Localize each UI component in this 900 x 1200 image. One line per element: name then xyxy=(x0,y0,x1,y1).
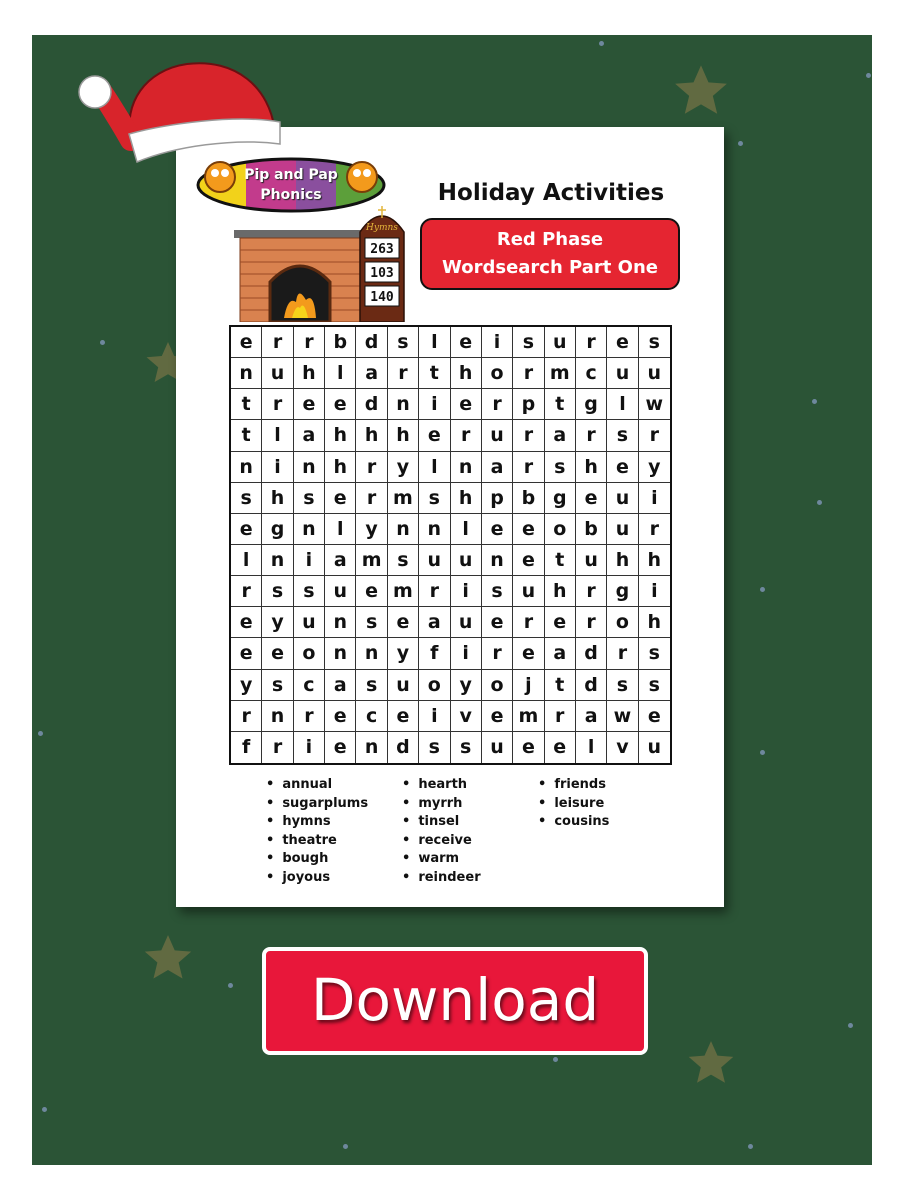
grid-cell: l xyxy=(451,514,482,545)
grid-cell: s xyxy=(513,327,544,358)
grid-cell: i xyxy=(419,389,450,420)
grid-cell: e xyxy=(513,638,544,669)
word-list-item: • tinsel xyxy=(402,813,481,832)
grid-cell: o xyxy=(419,670,450,701)
download-button[interactable]: Download xyxy=(262,947,648,1055)
grid-cell: r xyxy=(294,327,325,358)
hymn-number: 140 xyxy=(370,290,394,305)
grid-cell: e xyxy=(482,701,513,732)
word-list-item: • myrrh xyxy=(402,795,481,814)
grid-cell: n xyxy=(356,732,387,763)
grid-cell: r xyxy=(356,483,387,514)
phase-banner xyxy=(420,218,680,290)
snow-dot xyxy=(760,750,765,755)
grid-cell: u xyxy=(482,420,513,451)
snow-dot xyxy=(760,587,765,592)
grid-cell: n xyxy=(419,514,450,545)
word-list-item: • leisure xyxy=(538,795,609,814)
grid-cell: u xyxy=(607,514,638,545)
grid-cell: y xyxy=(356,514,387,545)
grid-cell: h xyxy=(294,358,325,389)
hymn-number: 103 xyxy=(370,266,394,281)
grid-cell: r xyxy=(576,576,607,607)
grid-cell: e xyxy=(231,327,262,358)
grid-cell: b xyxy=(513,483,544,514)
grid-cell: o xyxy=(482,358,513,389)
grid-cell: r xyxy=(482,638,513,669)
grid-cell: o xyxy=(482,670,513,701)
grid-cell: e xyxy=(451,327,482,358)
grid-cell: r xyxy=(513,607,544,638)
grid-cell: u xyxy=(419,545,450,576)
grid-cell: r xyxy=(607,638,638,669)
grid-cell: u xyxy=(513,576,544,607)
grid-cell: e xyxy=(325,732,356,763)
grid-cell: p xyxy=(513,389,544,420)
grid-cell: t xyxy=(545,545,576,576)
grid-cell: u xyxy=(576,545,607,576)
grid-cell: a xyxy=(325,670,356,701)
grid-cell: g xyxy=(545,483,576,514)
grid-cell: s xyxy=(294,576,325,607)
grid-cell: s xyxy=(607,670,638,701)
grid-cell: i xyxy=(482,327,513,358)
grid-cell: e xyxy=(482,607,513,638)
grid-cell: n xyxy=(388,389,419,420)
grid-cell: u xyxy=(607,483,638,514)
grid-cell: l xyxy=(607,389,638,420)
grid-cell: l xyxy=(231,545,262,576)
snow-dot xyxy=(343,1144,348,1149)
word-list-item: • bough xyxy=(266,850,368,869)
grid-cell: r xyxy=(262,732,293,763)
grid-cell: h xyxy=(607,545,638,576)
star-icon xyxy=(672,63,730,121)
grid-cell: n xyxy=(294,452,325,483)
grid-cell: d xyxy=(356,327,387,358)
grid-cell: t xyxy=(231,389,262,420)
grid-cell: u xyxy=(545,327,576,358)
snow-dot xyxy=(748,1144,753,1149)
grid-cell: y xyxy=(451,670,482,701)
grid-cell: u xyxy=(451,545,482,576)
grid-cell: e xyxy=(325,389,356,420)
snow-dot xyxy=(817,500,822,505)
grid-cell: e xyxy=(545,607,576,638)
page-title: Holiday Activities xyxy=(437,180,665,206)
grid-cell: n xyxy=(388,514,419,545)
grid-cell: r xyxy=(639,514,670,545)
grid-cell: r xyxy=(576,607,607,638)
grid-cell: u xyxy=(325,576,356,607)
grid-cell: e xyxy=(639,701,670,732)
snow-dot xyxy=(38,731,43,736)
grid-cell: g xyxy=(576,389,607,420)
grid-cell: n xyxy=(262,701,293,732)
grid-cell: c xyxy=(294,670,325,701)
grid-cell: e xyxy=(451,389,482,420)
grid-cell: e xyxy=(513,732,544,763)
grid-cell: e xyxy=(356,576,387,607)
grid-cell: s xyxy=(294,483,325,514)
grid-cell: i xyxy=(294,732,325,763)
grid-cell: a xyxy=(356,358,387,389)
grid-cell: t xyxy=(545,670,576,701)
grid-cell: r xyxy=(231,576,262,607)
word-list-item: • friends xyxy=(538,776,609,795)
grid-cell: y xyxy=(388,452,419,483)
grid-cell: i xyxy=(419,701,450,732)
grid-cell: n xyxy=(451,452,482,483)
grid-cell: e xyxy=(231,514,262,545)
word-list-column-2 xyxy=(402,776,481,887)
logo-line-2: Phonics xyxy=(260,187,322,203)
fireplace-illustration xyxy=(234,200,416,322)
snow-dot xyxy=(553,1057,558,1062)
grid-cell: t xyxy=(545,389,576,420)
wordsearch-grid xyxy=(229,325,672,765)
word-list-item: • cousins xyxy=(538,813,609,832)
grid-cell: p xyxy=(482,483,513,514)
grid-cell: m xyxy=(513,701,544,732)
word-list-item: • annual xyxy=(266,776,368,795)
grid-cell: n xyxy=(325,607,356,638)
snow-dot xyxy=(866,73,871,78)
grid-cell: s xyxy=(607,420,638,451)
grid-cell: i xyxy=(639,576,670,607)
grid-cell: r xyxy=(262,327,293,358)
grid-cell: j xyxy=(513,670,544,701)
grid-cell: r xyxy=(576,420,607,451)
grid-cell: m xyxy=(545,358,576,389)
grid-cell: a xyxy=(419,607,450,638)
word-list-item: • receive xyxy=(402,832,481,851)
grid-cell: s xyxy=(482,576,513,607)
grid-cell: n xyxy=(356,638,387,669)
grid-cell: r xyxy=(356,452,387,483)
grid-cell: v xyxy=(607,732,638,763)
grid-cell: f xyxy=(231,732,262,763)
grid-cell: w xyxy=(607,701,638,732)
grid-cell: i xyxy=(262,452,293,483)
word-list-item: • hymns xyxy=(266,813,368,832)
grid-cell: g xyxy=(262,514,293,545)
grid-cell: b xyxy=(576,514,607,545)
grid-cell: i xyxy=(451,638,482,669)
grid-cell: u xyxy=(451,607,482,638)
grid-cell: y xyxy=(262,607,293,638)
grid-cell: r xyxy=(576,327,607,358)
grid-cell: h xyxy=(325,452,356,483)
grid-cell: i xyxy=(639,483,670,514)
grid-cell: y xyxy=(388,638,419,669)
grid-cell: f xyxy=(419,638,450,669)
grid-cell: r xyxy=(231,701,262,732)
hymn-number: 263 xyxy=(370,242,394,257)
grid-cell: a xyxy=(482,452,513,483)
grid-cell: e xyxy=(262,638,293,669)
grid-cell: d xyxy=(576,638,607,669)
grid-cell: l xyxy=(419,327,450,358)
grid-cell: s xyxy=(356,607,387,638)
grid-cell: u xyxy=(388,670,419,701)
logo-line-1: Pip and Pap xyxy=(244,167,338,183)
grid-cell: l xyxy=(576,732,607,763)
grid-cell: o xyxy=(607,607,638,638)
grid-cell: e xyxy=(513,514,544,545)
snow-dot xyxy=(738,141,743,146)
grid-cell: t xyxy=(231,420,262,451)
phase-line-2: Wordsearch Part One xyxy=(442,257,658,278)
grid-cell: u xyxy=(262,358,293,389)
grid-cell: s xyxy=(262,670,293,701)
grid-cell: h xyxy=(356,420,387,451)
phase-line-1: Red Phase xyxy=(496,229,604,250)
grid-cell: s xyxy=(388,327,419,358)
grid-cell: a xyxy=(294,420,325,451)
grid-cell: d xyxy=(356,389,387,420)
grid-cell: s xyxy=(419,732,450,763)
grid-cell: n xyxy=(325,638,356,669)
grid-cell: l xyxy=(262,420,293,451)
snow-dot xyxy=(812,399,817,404)
grid-cell: l xyxy=(419,452,450,483)
star-icon xyxy=(142,933,194,985)
word-list-item: • warm xyxy=(402,850,481,869)
grid-cell: h xyxy=(545,576,576,607)
grid-cell: c xyxy=(576,358,607,389)
star-icon xyxy=(686,1039,736,1089)
grid-cell: h xyxy=(451,483,482,514)
grid-cell: a xyxy=(545,638,576,669)
grid-cell: e xyxy=(388,701,419,732)
grid-cell: s xyxy=(388,545,419,576)
grid-cell: s xyxy=(231,483,262,514)
word-list-item: • theatre xyxy=(266,832,368,851)
grid-cell: e xyxy=(325,483,356,514)
grid-cell: n xyxy=(231,452,262,483)
word-list-item: • joyous xyxy=(266,869,368,888)
grid-cell: d xyxy=(576,670,607,701)
grid-cell: b xyxy=(325,327,356,358)
grid-cell: e xyxy=(513,545,544,576)
grid-cell: o xyxy=(545,514,576,545)
grid-cell: s xyxy=(545,452,576,483)
grid-cell: i xyxy=(451,576,482,607)
grid-cell: e xyxy=(388,607,419,638)
grid-cell: h xyxy=(325,420,356,451)
grid-cell: h xyxy=(576,452,607,483)
grid-cell: s xyxy=(639,670,670,701)
grid-cell: h xyxy=(639,607,670,638)
grid-cell: r xyxy=(294,701,325,732)
grid-cell: e xyxy=(607,327,638,358)
grid-cell: m xyxy=(388,576,419,607)
grid-cell: n xyxy=(262,545,293,576)
grid-cell: r xyxy=(388,358,419,389)
grid-cell: h xyxy=(262,483,293,514)
grid-cell: g xyxy=(607,576,638,607)
grid-cell: h xyxy=(451,358,482,389)
snow-dot xyxy=(100,340,105,345)
grid-cell: u xyxy=(647,736,662,759)
word-list-item: • reindeer xyxy=(402,869,481,888)
snow-dot xyxy=(599,41,604,46)
grid-cell: h xyxy=(388,420,419,451)
grid-cell: r xyxy=(482,389,513,420)
grid-cell: e xyxy=(231,638,262,669)
grid-cell: r xyxy=(545,701,576,732)
grid-cell: h xyxy=(639,545,670,576)
grid-cell: d xyxy=(388,732,419,763)
grid-cell: a xyxy=(325,545,356,576)
grid-cell: s xyxy=(639,638,670,669)
grid-cell: v xyxy=(451,701,482,732)
grid-cell: o xyxy=(294,638,325,669)
word-list-column-3 xyxy=(538,776,609,832)
grid-cell: a xyxy=(545,420,576,451)
grid-cell: l xyxy=(325,358,356,389)
grid-cell: r xyxy=(513,358,544,389)
grid-cell: a xyxy=(576,701,607,732)
grid-cell: e xyxy=(325,701,356,732)
grid-cell: e xyxy=(419,420,450,451)
grid-cell: s xyxy=(419,483,450,514)
grid-cell: r xyxy=(451,420,482,451)
grid-cell: e xyxy=(231,607,262,638)
hymn-board xyxy=(360,206,404,322)
grid-cell: m xyxy=(356,545,387,576)
grid-cell: y xyxy=(639,452,670,483)
grid-cell: r xyxy=(513,420,544,451)
snow-dot xyxy=(848,1023,853,1028)
grid-cell: n xyxy=(482,545,513,576)
grid-cell: w xyxy=(639,389,670,420)
grid-cell: u xyxy=(482,732,513,763)
grid-cell: c xyxy=(356,701,387,732)
grid-cell: s xyxy=(262,576,293,607)
grid-cell: s xyxy=(639,327,670,358)
grid-cell: y xyxy=(231,670,262,701)
grid-cell: e xyxy=(607,452,638,483)
snow-dot xyxy=(228,983,233,988)
grid-cell: u xyxy=(294,607,325,638)
grid-cell: i xyxy=(294,545,325,576)
word-list-item: • hearth xyxy=(402,776,481,795)
grid-cell: e xyxy=(294,389,325,420)
word-list-column-1 xyxy=(266,776,368,887)
grid-cell: u xyxy=(607,358,638,389)
grid-cell: s xyxy=(451,732,482,763)
grid-cell: m xyxy=(388,483,419,514)
grid-cell: r xyxy=(419,576,450,607)
grid-cell: l xyxy=(325,514,356,545)
grid-cell: u xyxy=(639,358,670,389)
grid-cell: r xyxy=(513,452,544,483)
grid-cell: n xyxy=(231,358,262,389)
grid-cell: e xyxy=(482,514,513,545)
grid-cell: s xyxy=(356,670,387,701)
word-list-item: • sugarplums xyxy=(266,795,368,814)
snow-dot xyxy=(42,1107,47,1112)
grid-cell: n xyxy=(294,514,325,545)
grid-cell: r xyxy=(262,389,293,420)
grid-cell: e xyxy=(576,483,607,514)
grid-cell: r xyxy=(639,420,670,451)
grid-cell: e xyxy=(545,732,576,763)
hymn-board-label: Hymns xyxy=(366,223,398,233)
grid-cell: t xyxy=(419,358,450,389)
